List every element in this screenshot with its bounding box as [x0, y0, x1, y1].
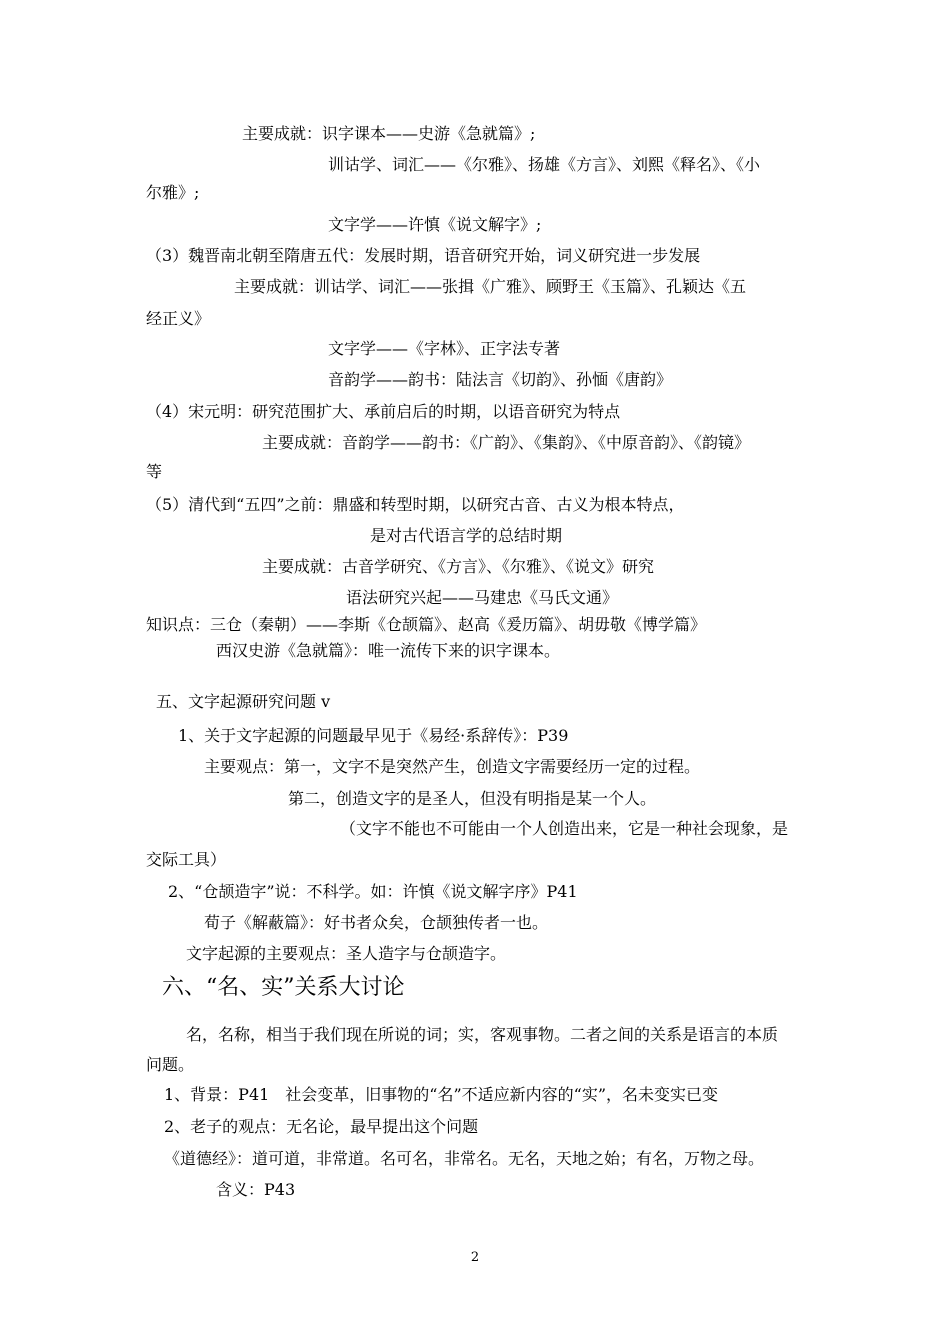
text-line: 1、关于文字起源的问题最早见于《易经·系辞传》：P39: [178, 726, 569, 745]
text-line: （文字不能也不可能由一个人创造出来，它是一种社会现象，是: [340, 819, 789, 838]
text-line: 等: [146, 462, 163, 481]
text-line: 主要观点：第一，文字不是突然产生，创造文字需要经历一定的过程。: [204, 757, 701, 776]
text-line: 2、“仓颉造字”说：不科学。如：许慎《说文解字序》P41: [168, 882, 578, 901]
text-line: 经正义》: [146, 309, 211, 328]
text-line: 荀子《解蔽篇》：好书者众矣，仓颉独传者一也。: [204, 913, 549, 932]
text-line: （5）清代到“五四”之前：鼎盛和转型时期，以研究古音、古义为根本特点，: [146, 495, 685, 514]
section-heading-5: 五、文字起源研究问题 v: [156, 692, 331, 711]
text-line: 文字起源的主要观点：圣人造字与仓颉造字。: [186, 944, 507, 963]
text-line: （3）魏晋南北朝至隋唐五代：发展时期，语音研究开始，词义研究进一步发展: [146, 246, 701, 265]
text-line: 2、老子的观点：无名论，最早提出这个问题: [164, 1117, 479, 1136]
text-line: 知识点：三仓（秦朝）——李斯《仓颉篇》、赵高《爰历篇》、胡毋敬《博学篇》: [146, 615, 707, 634]
text-line: 是对古代语言学的总结时期: [370, 526, 563, 545]
text-line: 尔雅》;: [146, 183, 200, 202]
text-line: 交际工具）: [146, 850, 227, 869]
text-line: 1、背景：P41 社会变革，旧事物的“名”不适应新内容的“实”，名未变实已变: [164, 1085, 719, 1104]
text-line: 西汉史游《急就篇》：唯一流传下来的识字课本。: [216, 641, 561, 660]
text-line: 文字学——《字林》、正字法专著: [328, 339, 561, 358]
text-line: 主要成就：音韵学——韵书：《广韵》、《集韵》、《中原音韵》、《韵镜》: [262, 433, 751, 452]
text-line: 问题。: [146, 1055, 195, 1074]
page-number: 2: [470, 1250, 480, 1265]
text-line: 音韵学——韵书：陆法言《切韵》、孙愐《唐韵》: [328, 370, 673, 389]
text-line: 语法研究兴起——马建忠《马氏文通》: [346, 588, 619, 607]
text-line: 主要成就：训诂学、词汇——张揖《广雅》、顾野王《玉篇》、孔颖达《五: [234, 277, 747, 296]
text-line: 含义：P43: [216, 1180, 296, 1199]
text-line: 文字学——许慎《说文解字》;: [328, 215, 542, 234]
text-line: 名，名称，相当于我们现在所说的词；实，客观事物。二者之间的关系是语言的本质: [186, 1025, 779, 1044]
text-line: 主要成就：古音学研究、《方言》、《尔雅》、《说文》研究: [262, 557, 655, 576]
text-line: 训诂学、词汇——《尔雅》、扬雄《方言》、刘熙《释名》、《小: [328, 155, 761, 174]
text-line: 主要成就：识字课本——史游《急就篇》;: [242, 124, 536, 143]
section-heading-6: 六、“名、实”关系大讨论: [162, 975, 405, 1000]
text-line: （4）宋元明：研究范围扩大、承前启后的时期，以语音研究为特点: [146, 402, 621, 421]
text-line: 《道德经》：道可道，非常道。名可名，非常名。无名，天地之始；有名，万物之母。: [164, 1149, 765, 1168]
text-line: 第二，创造文字的是圣人，但没有明指是某一个人。: [288, 789, 657, 808]
